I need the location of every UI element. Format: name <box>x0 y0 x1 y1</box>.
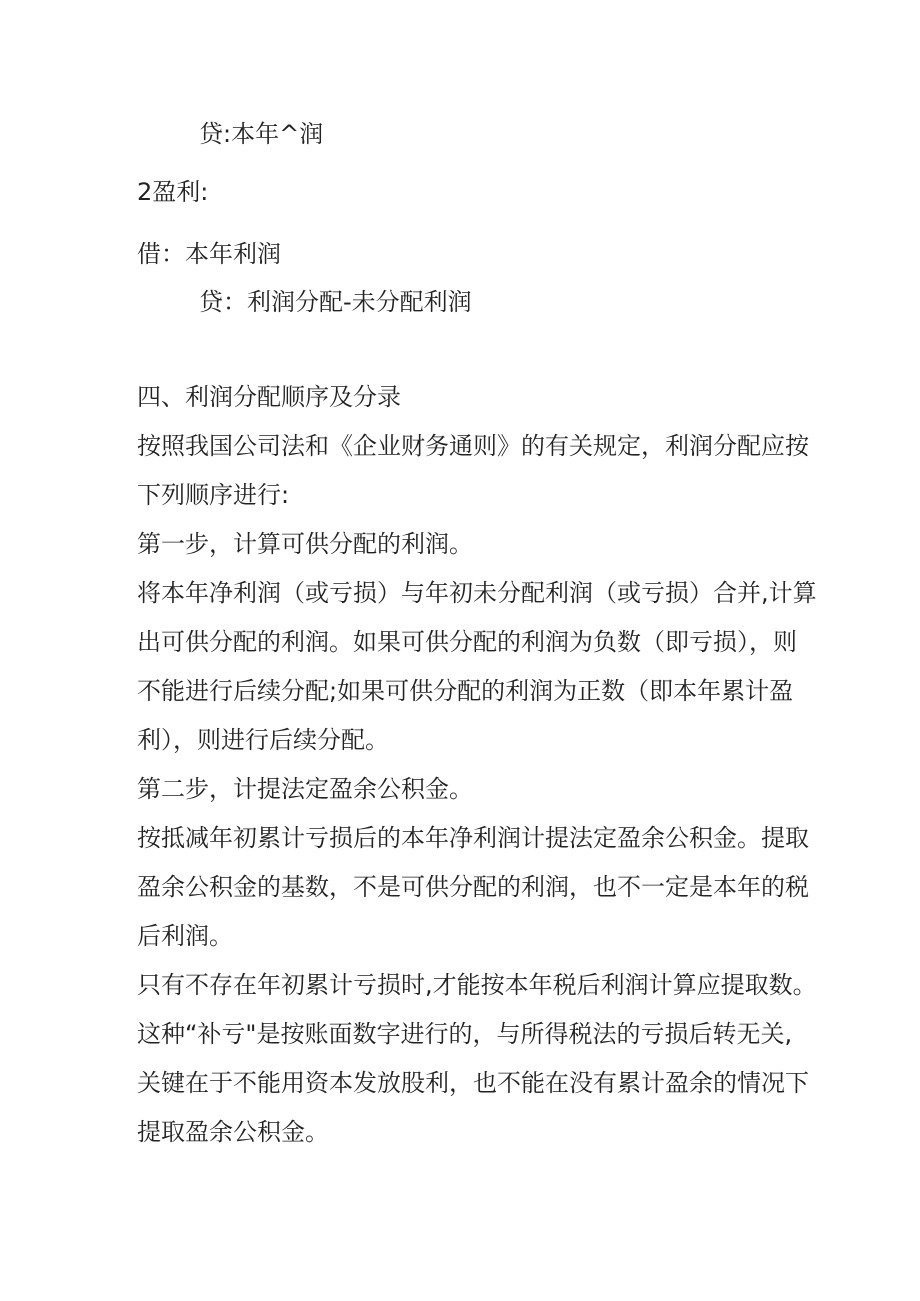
profit-heading: 2盈利: <box>137 178 209 206</box>
step2-line-7: 提取盈余公积金。 <box>137 1118 329 1146</box>
debit-entry-2: 借：本年利润 <box>137 240 281 268</box>
step2-line-1: 按抵减年初累计亏损后的本年净利润计提法定盈余公积金。提取 <box>137 824 809 852</box>
step2-line-6: 关键在于不能用资本发放股利，也不能在没有累计盈余的情况下 <box>137 1069 809 1097</box>
step2-line-3: 后利润。 <box>137 922 233 950</box>
step2-title: 第二步，计提法定盈余公积金。 <box>137 775 473 803</box>
step1-line-4: 利），则进行后续分配。 <box>137 726 389 754</box>
step2-line-5: 这种“补亏"是按账面数字进行的，与所得税法的亏损后转无关, <box>137 1020 793 1048</box>
intro-line-2: 下列顺序进行: <box>137 481 290 509</box>
credit-entry-1: 贷:本年^润 <box>199 120 324 148</box>
step1-line-2: 出可供分配的利润。如果可供分配的利润为负数（即亏损），则 <box>137 628 797 656</box>
step1-line-1: 将本年净利润（或亏损）与年初未分配利润（或亏损）合并,计算 <box>137 579 817 607</box>
intro-line-1: 按照我国公司法和《企业财务通则》的有关规定，利润分配应按 <box>137 432 809 460</box>
step1-title: 第一步，计算可供分配的利润。 <box>137 530 473 558</box>
step2-line-2: 盈余公积金的基数，不是可供分配的利润，也不一定是本年的税 <box>137 873 809 901</box>
section-title: 四、利润分配顺序及分录 <box>137 383 401 411</box>
step1-line-3: 不能进行后续分配;如果可供分配的利润为正数（即本年累计盈 <box>137 677 794 705</box>
credit-entry-2: 贷：利润分配-未分配利润 <box>199 288 472 316</box>
step2-line-4: 只有不存在年初累计亏损时,才能按本年税后利润计算应提取数。 <box>137 971 817 999</box>
